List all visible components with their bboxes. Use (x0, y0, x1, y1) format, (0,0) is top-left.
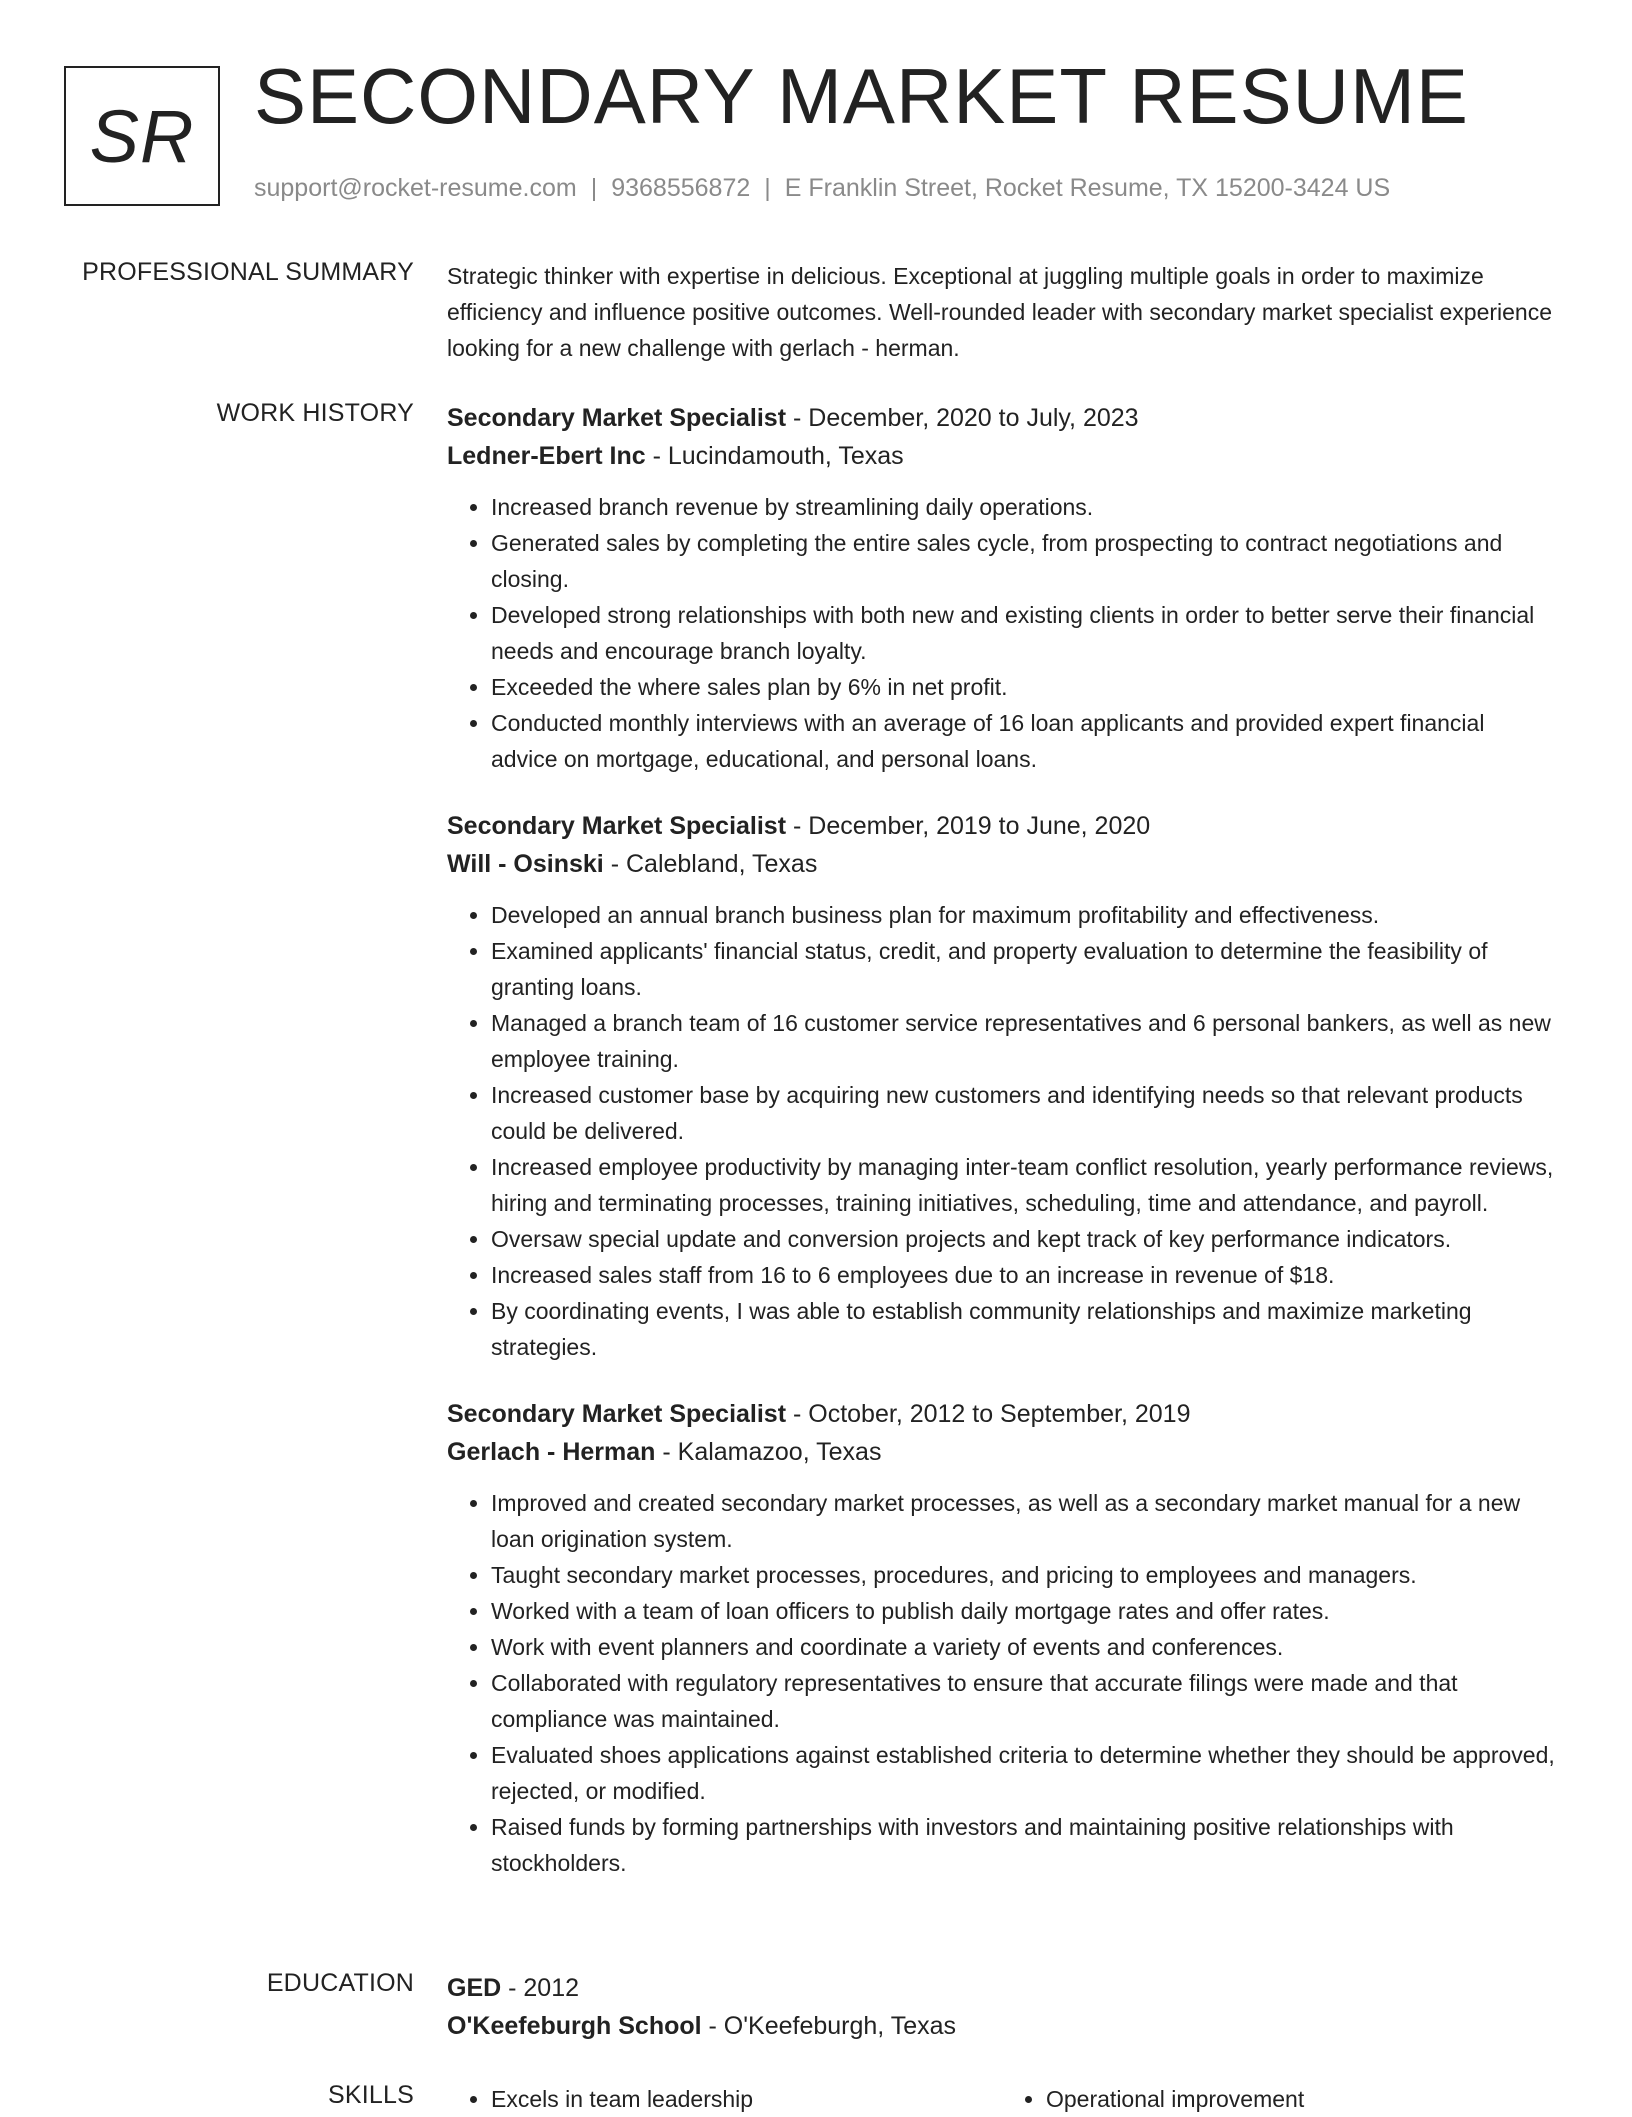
job-location: - Lucindamouth, Texas (645, 442, 904, 470)
job-entry (447, 807, 1557, 1365)
job-location: - Calebland, Texas (603, 850, 818, 878)
job-bullet: • Work with event planners and coordinate a variety of events and conferences. (491, 1629, 1557, 1665)
work-history-body (447, 399, 1557, 1911)
job-dates: - December, 2019 to June, 2020 (786, 812, 1151, 840)
work-history-heading: WORK HISTORY (216, 399, 414, 427)
education-degree-line (447, 1969, 1557, 2007)
job-title-line (447, 399, 1557, 437)
contact-separator: | (764, 174, 771, 202)
job-bullet: • Taught secondary market processes, procedures, and pricing to employees and managers. (491, 1557, 1557, 1593)
job-company: Gerlach - Herman (447, 1438, 656, 1466)
contact-phone: 9368556872 (611, 174, 751, 202)
initials-monogram: SR (64, 66, 220, 206)
education-location: - O'Keefeburgh, Texas (701, 2012, 957, 2040)
job-bullet: • Oversaw special update and conversion projects and kept track of key performance indicators. (491, 1221, 1557, 1257)
job-bullet: • Developed strong relationships with both new and existing clients in order to better serve their financial needs and encourage branch loyalty. (491, 597, 1557, 669)
job-title: Secondary Market Specialist (447, 1400, 787, 1428)
job-bullet: • Improved and created secondary market processes, as well as a secondary market manual for a new loan origination system. (491, 1485, 1557, 1557)
skill-item: • Operational improvement (1046, 2081, 1557, 2117)
job-bullets (447, 489, 1557, 777)
skill-item: • Excels in team leadership (491, 2081, 1002, 2117)
job-bullet: • Increased customer base by acquiring new customers and identifying needs so that relevant products could be delivered. (491, 1077, 1557, 1149)
skills-heading: SKILLS (328, 2081, 414, 2109)
job-company: Ledner-Ebert Inc (447, 442, 646, 470)
job-bullet: • Evaluated shoes applications against established criteria to determine whether they should be approved, rejected, or modified. (491, 1737, 1557, 1809)
resume-title: SECONDARY MARKET RESUME (254, 52, 1469, 140)
job-title: Secondary Market Specialist (447, 812, 787, 840)
job-bullet: • By coordinating events, I was able to establish community relationships and maximize marketing strategies. (491, 1293, 1557, 1365)
education-school-line (447, 2007, 1557, 2045)
job-bullet: • Conducted monthly interviews with an average of 16 loan applicants and provided expert financial advice on mortgage, educational, and personal loans. (491, 705, 1557, 777)
job-bullet: • Increased employee productivity by managing inter-team conflict resolution, yearly performance reviews, hiring and terminating processes, training initiatives, scheduling, time and attendance, and payroll. (491, 1149, 1557, 1221)
job-bullet: • Developed an annual branch business plan for maximum profitability and effectiveness. (491, 897, 1557, 933)
job-location: - Kalamazoo, Texas (655, 1438, 882, 1466)
job-company-line (447, 1433, 1557, 1471)
summary-heading: PROFESSIONAL SUMMARY (82, 258, 414, 286)
summary-text: Strategic thinker with expertise in delicious. Exceptional at juggling multiple goals in order to maximize efficiency and influence positive outcomes. Well-rounded leader with secondary market specialist experience looking for a new challenge with gerlach - herman. (447, 263, 1553, 361)
job-company-line (447, 437, 1557, 475)
job-bullet: • Exceeded the where sales plan by 6% in net profit. (491, 669, 1557, 705)
education-body (447, 1969, 1557, 2045)
job-bullet: • Examined applicants' financial status, credit, and property evaluation to determine the feasibility of granting loans. (491, 933, 1557, 1005)
job-bullets (447, 1485, 1557, 1881)
job-bullet: • Raised funds by forming partnerships with investors and maintaining positive relationships with stockholders. (491, 1809, 1557, 1881)
job-entry (447, 399, 1557, 777)
job-company-line (447, 845, 1557, 883)
job-bullet: • Worked with a team of loan officers to publish daily mortgage rates and offer rates. (491, 1593, 1557, 1629)
contact-address: E Franklin Street, Rocket Resume, TX 15200-3424 US (784, 174, 1391, 202)
summary-body (447, 258, 1557, 366)
job-title: Secondary Market Specialist (447, 404, 787, 432)
job-bullet: • Collaborated with regulatory representatives to ensure that accurate filings were made and that compliance was maintained. (491, 1665, 1557, 1737)
education-school: O'Keefeburgh School (447, 2012, 702, 2040)
contact-line (254, 174, 1390, 203)
education-heading: EDUCATION (266, 1969, 414, 1997)
job-entry (447, 1395, 1557, 1881)
job-dates: - December, 2020 to July, 2023 (786, 404, 1139, 432)
job-dates: - October, 2012 to September, 2019 (786, 1400, 1191, 1428)
contact-email: support@rocket-resume.com (254, 174, 577, 202)
job-bullets (447, 897, 1557, 1365)
job-title-line (447, 807, 1557, 845)
job-bullet: • Increased sales staff from 16 to 6 employees due to an increase in revenue of $18. (491, 1257, 1557, 1293)
job-company: Will - Osinski (447, 850, 604, 878)
job-bullet: • Generated sales by completing the entire sales cycle, from prospecting to contract negotiations and closing. (491, 525, 1557, 597)
job-bullet: • Managed a branch team of 16 customer service representatives and 6 personal bankers, as well as new employee training. (491, 1005, 1557, 1077)
job-title-line (447, 1395, 1557, 1433)
education-year: - 2012 (501, 1974, 580, 2002)
contact-separator: | (590, 174, 598, 202)
job-bullet: • Increased branch revenue by streamlining daily operations. (491, 489, 1557, 525)
education-degree: GED (447, 1974, 502, 2002)
